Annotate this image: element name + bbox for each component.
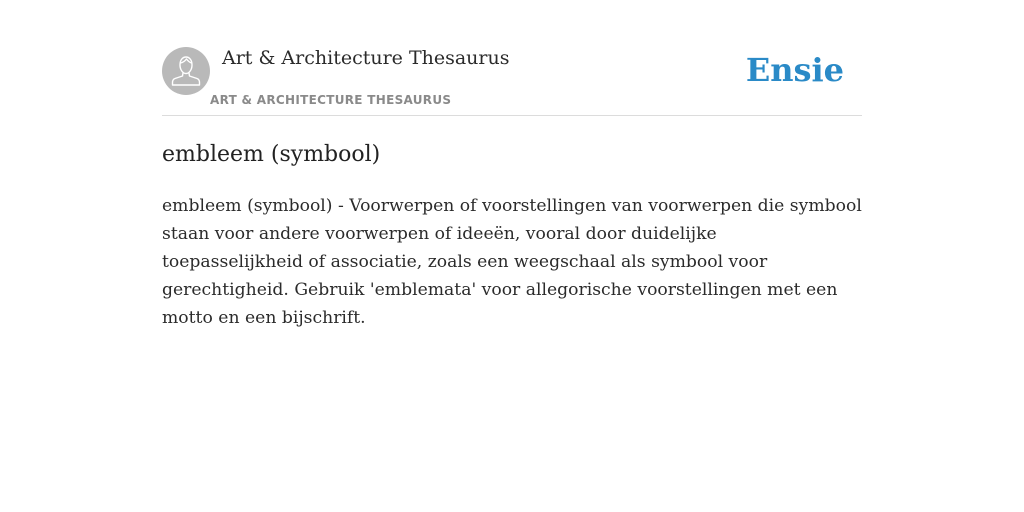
ensie-logo[interactable]: Ensie: [745, 51, 844, 89]
header: [162, 0, 862, 116]
definition-text: embleem (symbool) - Voorwerpen of voorstellingen van voorwerpen die symbool staan voor andere voorwerpen of ideeën, vooral door duidelijke toepasselijkheid of associatie, zoals een weegschaal als symbool voor gerechtigheid. Gebruik 'emblemata' voor allegorische voorstellingen met een motto en een bijschrift.: [162, 196, 862, 328]
author-subtitle: ART & ARCHITECTURE THESAURUS: [210, 93, 452, 107]
page-container: [162, 0, 862, 512]
term-title: embleem (symbool): [162, 142, 381, 167]
author-avatar[interactable]: [162, 47, 210, 95]
author-name-link[interactable]: Art & Architecture Thesaurus: [222, 47, 510, 69]
user-silhouette-icon: [162, 47, 210, 95]
